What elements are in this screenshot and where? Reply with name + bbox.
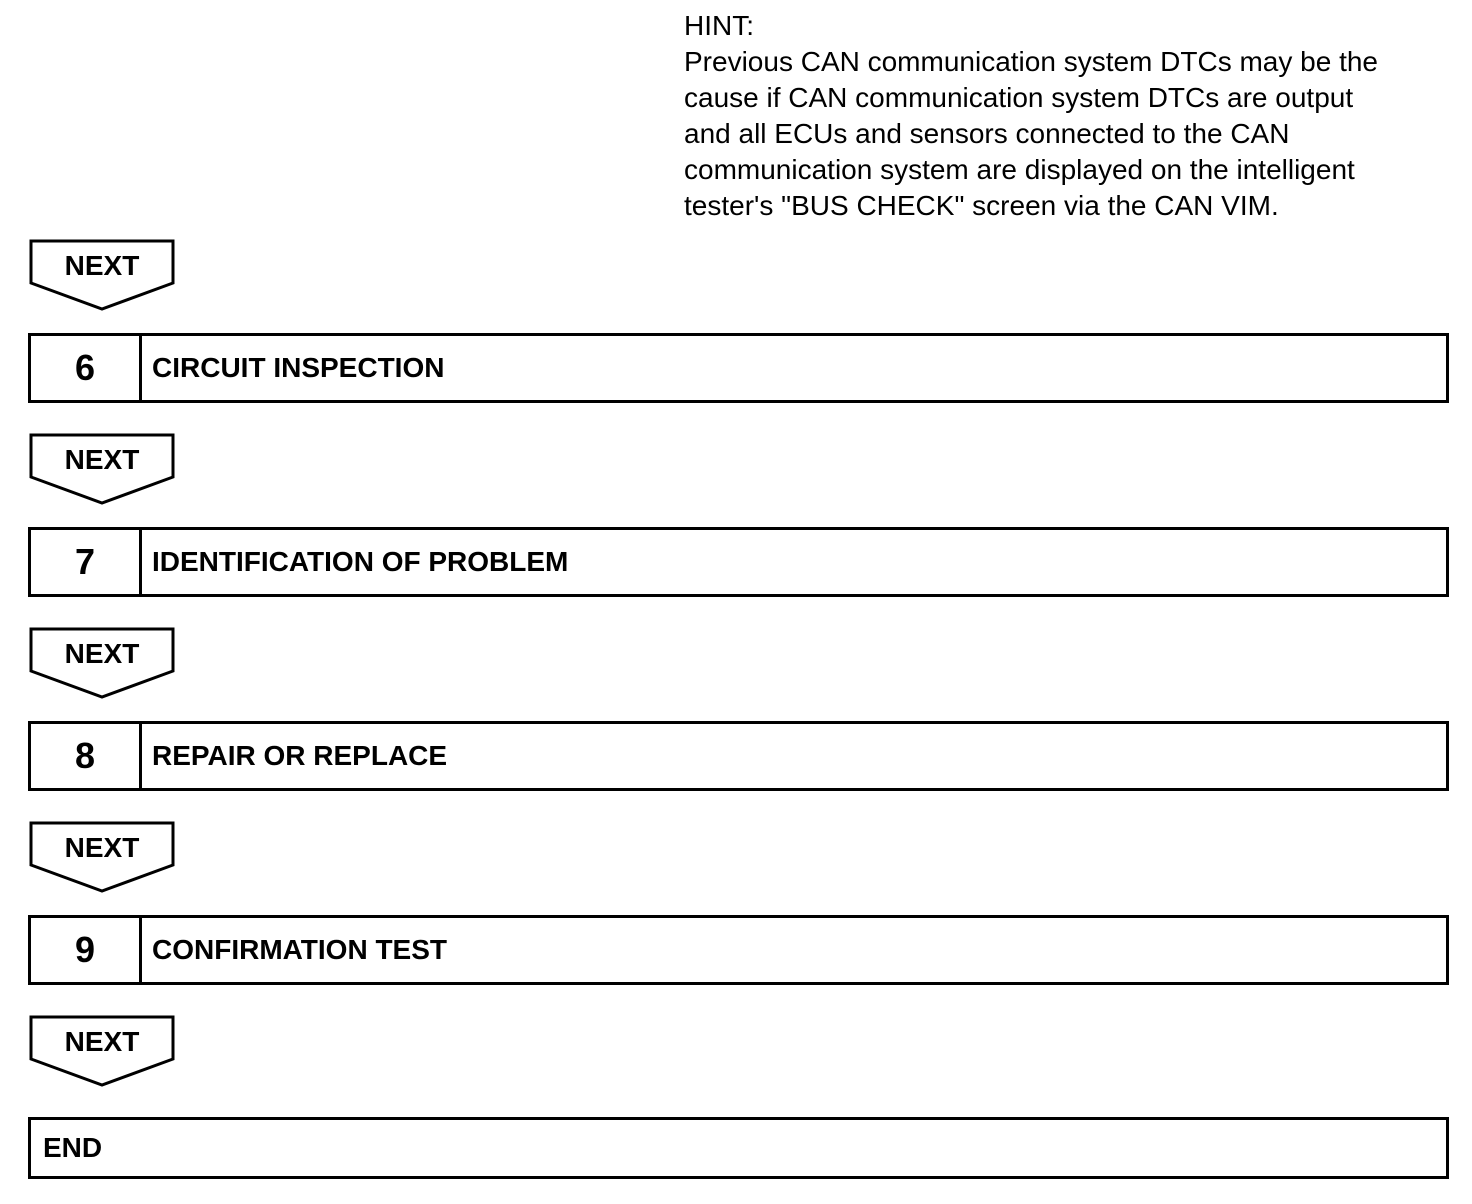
next-label: NEXT	[64, 638, 140, 669]
step-6	[28, 333, 1449, 403]
next-label: NEXT	[64, 250, 140, 281]
step-number: 9	[31, 918, 142, 982]
step-8	[28, 721, 1449, 791]
hint-title: HINT:	[684, 10, 754, 41]
step-title: CONFIRMATION TEST	[152, 934, 448, 965]
step-number: 8	[31, 724, 142, 788]
step-title: CIRCUIT INSPECTION	[152, 352, 445, 383]
next-arrow	[28, 1014, 176, 1088]
next-label: NEXT	[64, 832, 140, 863]
end-box	[28, 1117, 1449, 1179]
end-label: END	[43, 1132, 103, 1163]
next-arrow	[28, 432, 176, 506]
step-title: IDENTIFICATION OF PROBLEM	[152, 546, 569, 577]
next-arrow	[28, 626, 176, 700]
hint-block	[684, 8, 1454, 224]
next-label: NEXT	[64, 1026, 140, 1057]
step-number: 7	[31, 530, 142, 594]
hint-body: Previous CAN communication system DTCs may be the cause if CAN communication system DTCs are output and all ECUs and sensors connected to the CAN communication system are displayed on the intelligent tester's "BUS CHECK" screen via the CAN VIM.	[684, 46, 1378, 221]
step-title: REPAIR OR REPLACE	[152, 740, 448, 771]
next-arrow	[28, 820, 176, 894]
step-number: 6	[31, 336, 142, 400]
step-7	[28, 527, 1449, 597]
next-label: NEXT	[64, 444, 140, 475]
step-9	[28, 915, 1449, 985]
next-arrow	[28, 238, 176, 312]
